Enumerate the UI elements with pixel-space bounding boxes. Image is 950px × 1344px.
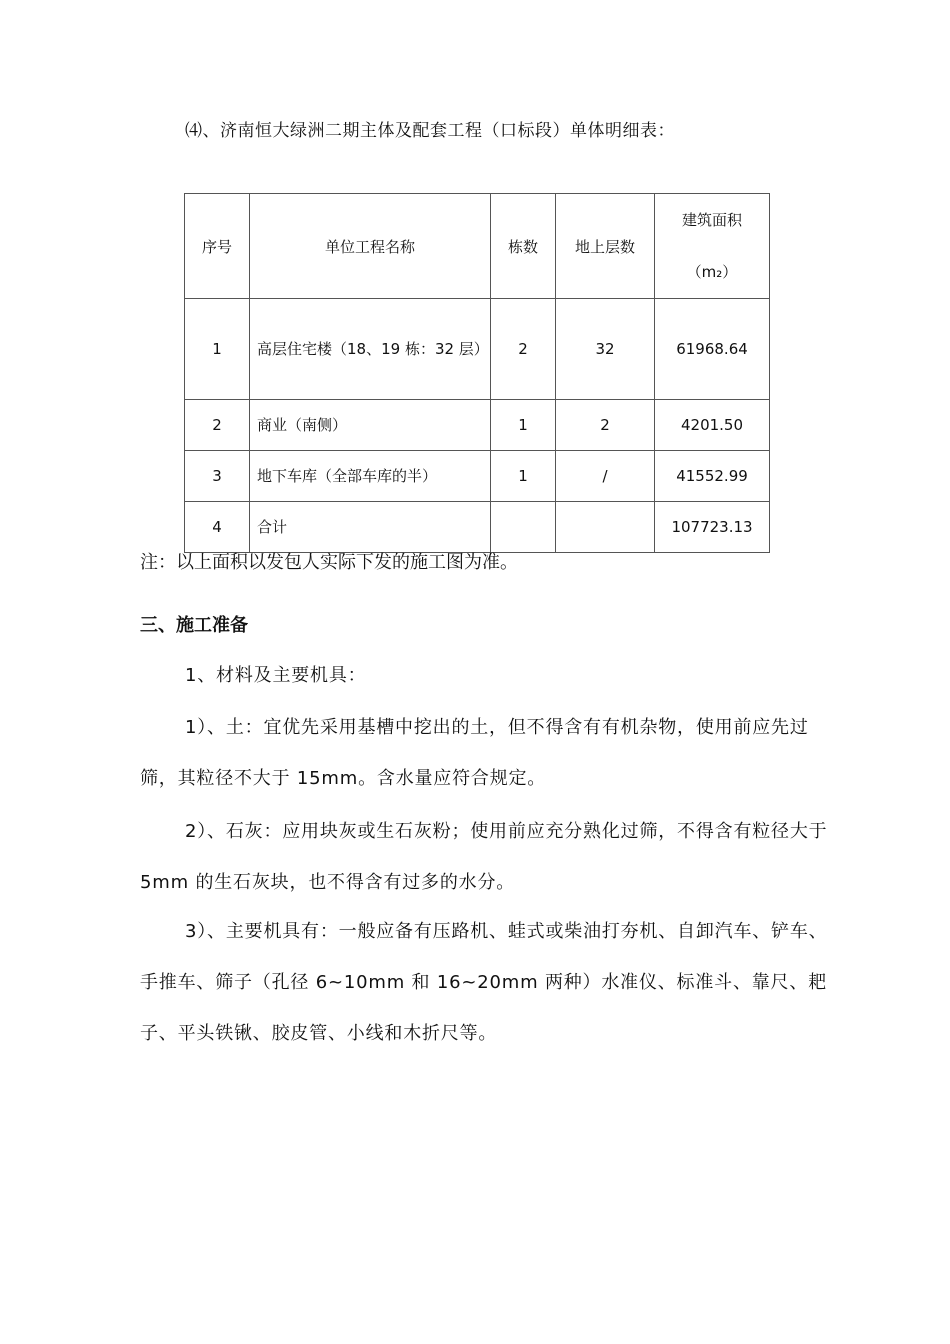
table-header-row [185, 194, 770, 299]
cell-no: 1 [185, 299, 250, 400]
building-detail-table [184, 193, 770, 553]
cell-area: 4201.50 [655, 400, 770, 451]
cell-no: 2 [185, 400, 250, 451]
header-name: 单位工程名称 [250, 194, 491, 299]
cell-area: 41552.99 [655, 451, 770, 502]
header-no: 序号 [185, 194, 250, 299]
table-row [185, 299, 770, 400]
paragraph-soil: 1）、土：宜优先采用基槽中挖出的土，但不得含有有机杂物，使用前应先过筛，其粒径不大于 15mm。含水量应符合规定。 [140, 717, 809, 789]
section-title: 三、施工准备 [140, 615, 248, 636]
header-count: 栋数 [491, 194, 556, 299]
cell-area: 61968.64 [655, 299, 770, 400]
table-row [185, 502, 770, 553]
cell-area: 107723.13 [655, 502, 770, 553]
header-area-line1: 建筑面积 [681, 211, 742, 229]
cell-count: 1 [491, 451, 556, 502]
cell-no: 4 [185, 502, 250, 553]
cell-name: 高层住宅楼（18、19 栋：32 层） [250, 299, 491, 400]
table-row [185, 400, 770, 451]
cell-name: 地下车库（全部车库的半） [250, 451, 491, 502]
cell-name: 商业（南侧） [250, 400, 491, 451]
cell-floors: / [556, 451, 655, 502]
header-area [655, 194, 770, 299]
table-caption: ⑷、济南恒大绿洲二期主体及配套工程（口标段）单体明细表： [185, 121, 675, 141]
paragraph-materials-heading: 1、材料及主要机具： [185, 665, 367, 686]
cell-count [491, 502, 556, 553]
cell-count: 2 [491, 299, 556, 400]
table-note: 注：以上面积以发包人实际下发的施工图为准。 [140, 552, 518, 573]
paragraph-lime: 2）、石灰：应用块灰或生石灰粉；使用前应充分熟化过筛，不得含有粒径大于 5mm 的生石灰块，也不得含有过多的水分。 [140, 821, 828, 893]
cell-no: 3 [185, 451, 250, 502]
header-floors: 地上层数 [556, 194, 655, 299]
cell-floors: 32 [556, 299, 655, 400]
cell-count: 1 [491, 400, 556, 451]
table-row [185, 451, 770, 502]
cell-floors [556, 502, 655, 553]
header-area-line2: （m₂） [686, 263, 738, 281]
cell-floors: 2 [556, 400, 655, 451]
paragraph-machinery: 3）、主要机具有：一般应备有压路机、蛙式或柴油打夯机、自卸汽车、铲车、手推车、筛子（孔径 6~10mm 和 16~20mm 两种）水准仪、标准斗、靠尺、耙子、平头铁锹、胶皮管、小线和木折尺等。 [140, 921, 828, 1044]
cell-name: 合计 [250, 502, 491, 553]
